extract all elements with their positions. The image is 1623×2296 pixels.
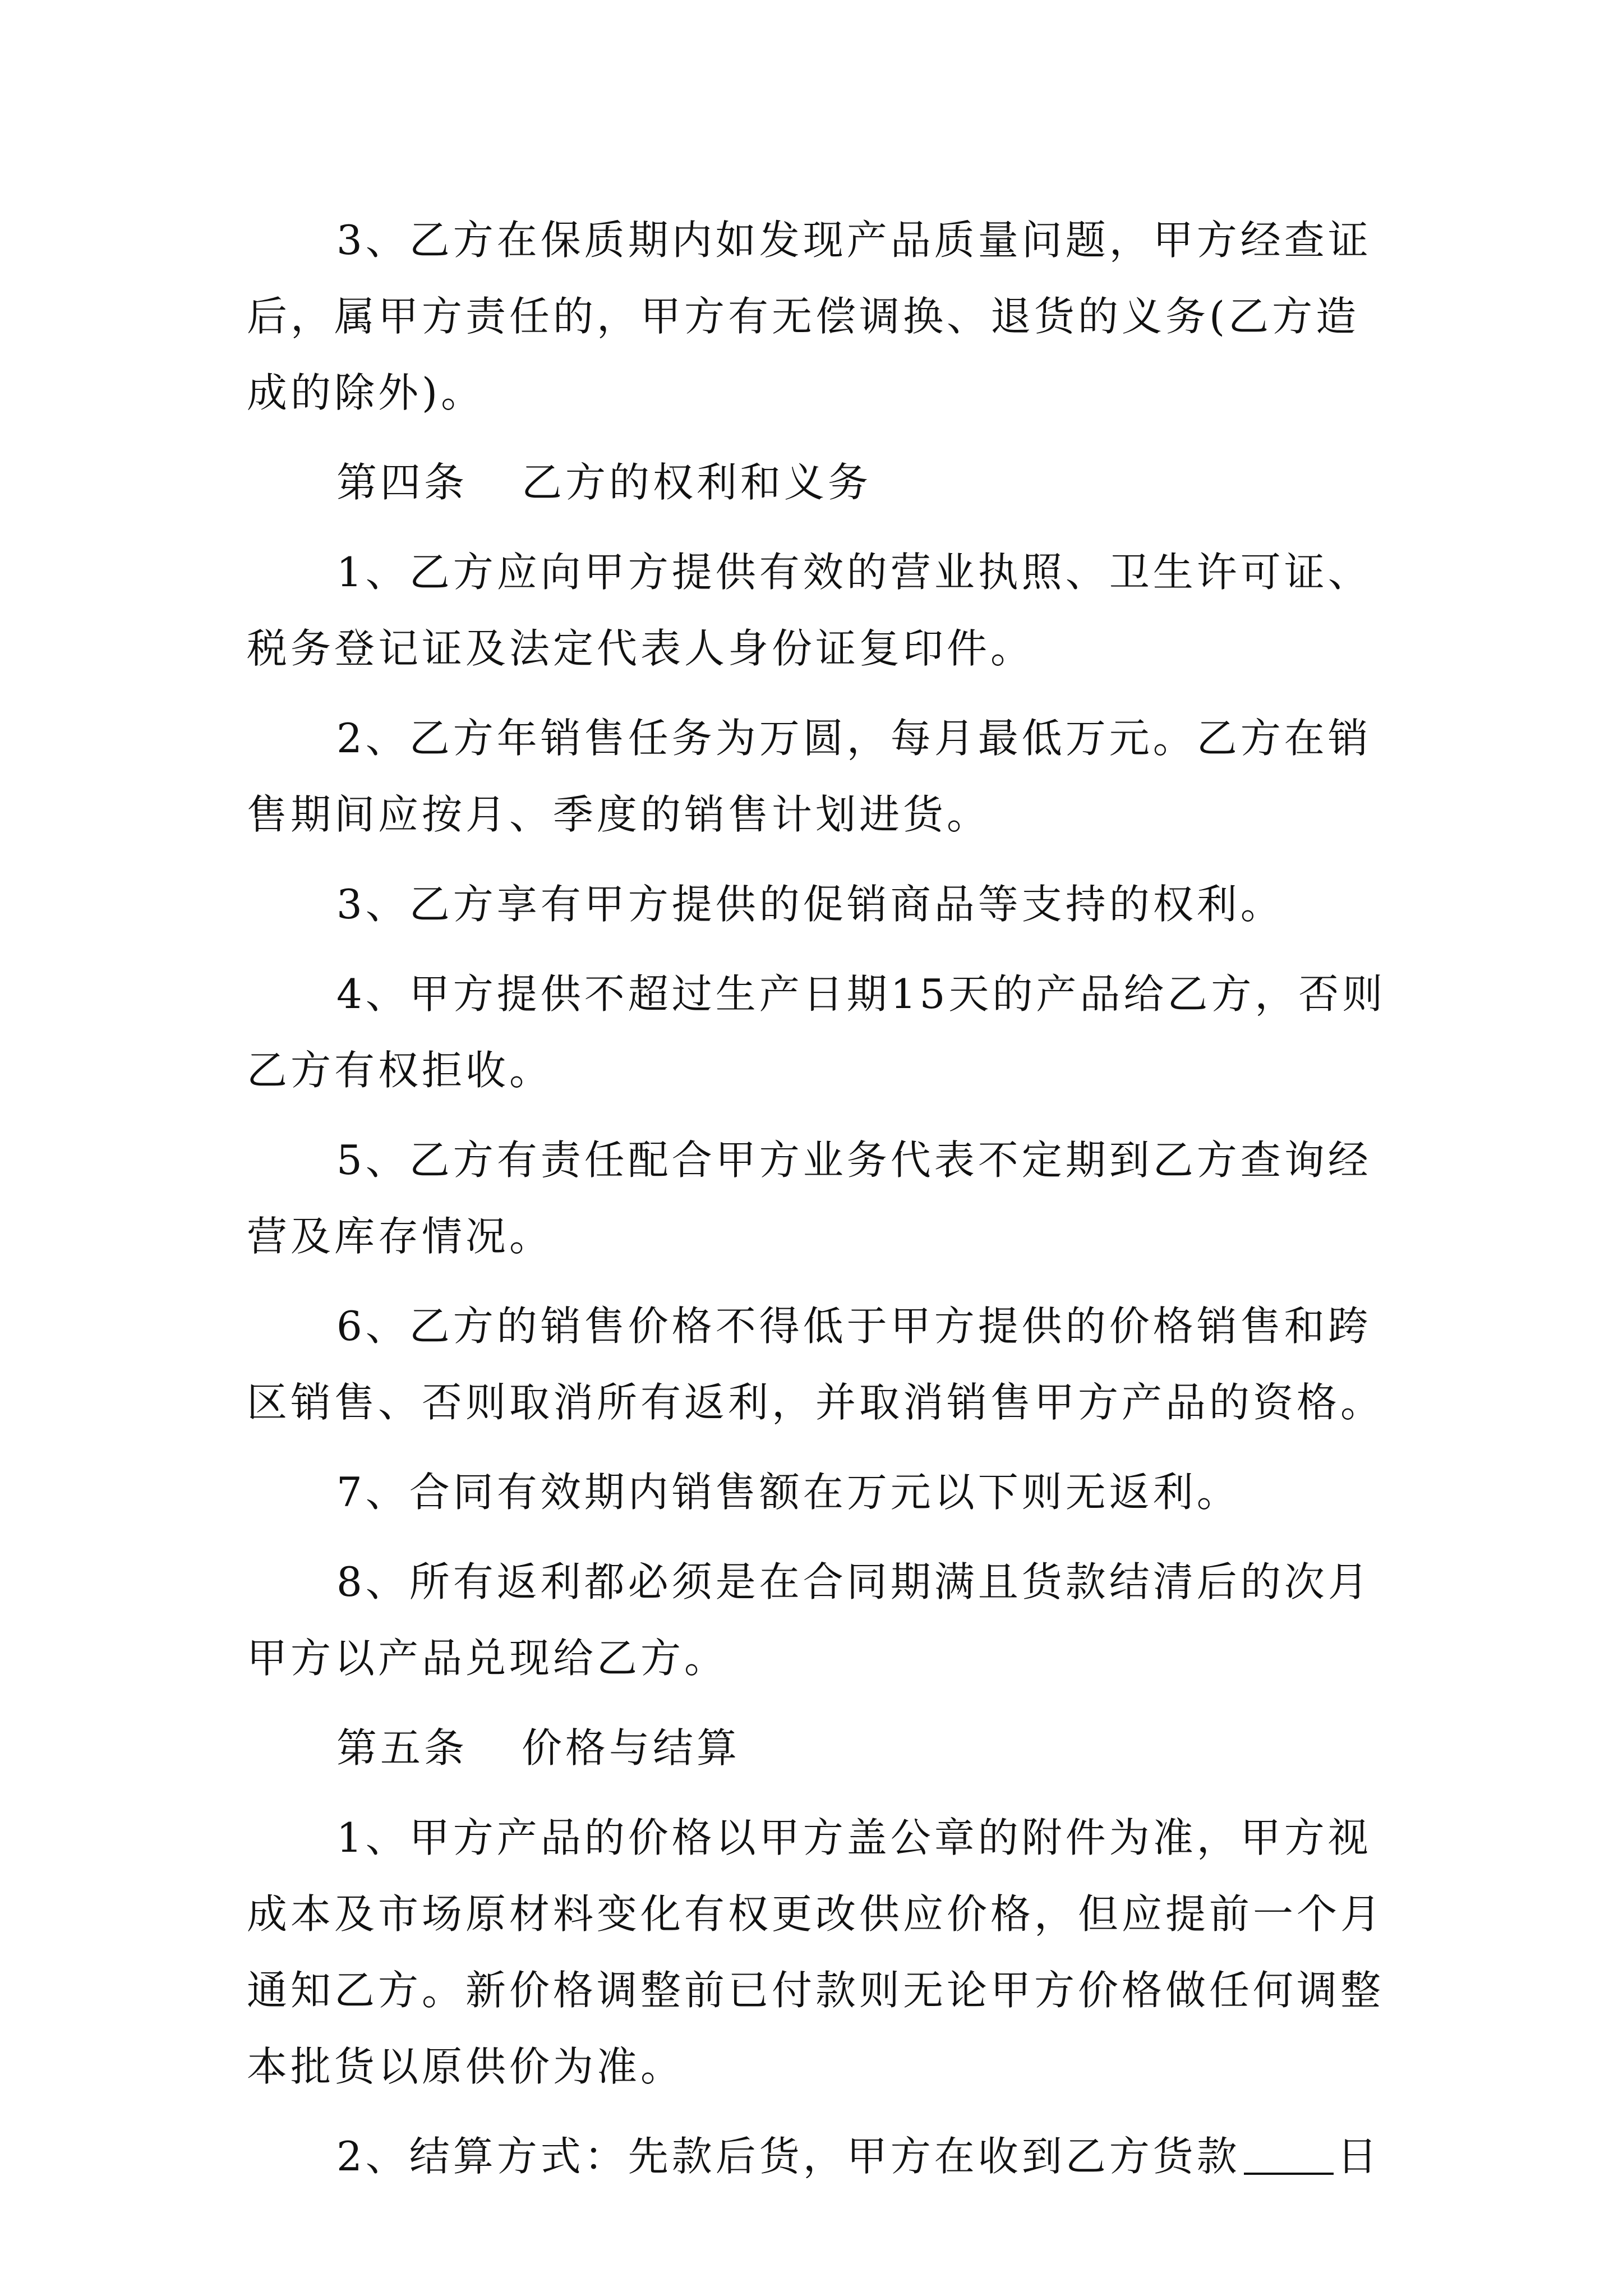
clause-line: 税务登记证及法定代表人身份证复印件。 [247, 625, 1035, 672]
clause-line: 5、乙方有责任配合甲方业务代表不定期到乙方查询经 [336, 1137, 1372, 1184]
clause-line: 成本及市场原材料变化有权更改供应价格，但应提前一个月 [247, 1890, 1385, 1938]
clause-4-8 [247, 1544, 1380, 1696]
clause-line: 通知乙方。新价格调整前已付款则无论甲方价格做任何调整 [247, 1967, 1385, 2014]
clause-line: 营及库存情况。 [247, 1213, 554, 1260]
clause-line: 6、乙方的销售价格不得低于甲方提供的价格销售和跨 [336, 1303, 1372, 1350]
clause-4-7 [247, 1454, 1380, 1530]
clause-line: 1、甲方产品的价格以甲方盖公章的附件为准，甲方视 [336, 1814, 1372, 1861]
clause-4-5 [247, 1122, 1380, 1274]
clause-5-1 [247, 1800, 1385, 2105]
article-number: 第四条 [336, 459, 468, 506]
clause-3-warranty [247, 202, 1380, 431]
clause-4-1 [247, 534, 1380, 687]
clause-text-after-blank: 日 [1336, 2133, 1381, 2180]
clause-5-2 [247, 2118, 1380, 2194]
clause-line: 区销售、否则取消所有返利，并取消销售甲方产品的资格。 [247, 1379, 1385, 1426]
clause-line: 甲方以产品兑现给乙方。 [247, 1635, 728, 1682]
article-number: 第五条 [336, 1724, 468, 1772]
article-title: 乙方的权利和义务 [522, 459, 872, 506]
article-4-heading [247, 444, 1380, 521]
clause-4-4 [247, 956, 1386, 1108]
clause-line: 1、乙方应向甲方提供有效的营业执照、卫生许可证、 [336, 549, 1372, 596]
contract-page [247, 202, 1386, 2208]
clause-line: 7、合同有效期内销售额在万元以下则无返利。 [336, 1469, 1241, 1516]
clause-line: 本批货以原供价为准。 [247, 2043, 685, 2090]
clause-4-3 [247, 866, 1380, 942]
clause-line: 4、甲方提供不超过生产日期15天的产品给乙方，否则 [336, 970, 1386, 1018]
clause-4-6 [247, 1288, 1385, 1441]
article-5-heading [247, 1710, 1380, 1786]
clause-line: 乙方有权拒收。 [247, 1047, 554, 1094]
clause-line: 3、乙方在保质期内如发现产品质量问题，甲方经查证 [336, 217, 1372, 264]
clause-line: 8、所有返利都必须是在合同期满且货款结清后的次月 [336, 1558, 1372, 1605]
clause-line: 2、乙方年销售任务为万圆，每月最低万元。乙方在销 [336, 715, 1372, 762]
clause-line: 后，属甲方责任的，甲方有无偿调换、退货的义务(乙方造 [247, 293, 1360, 340]
article-title: 价格与结算 [522, 1724, 741, 1772]
clause-line: 3、乙方享有甲方提供的促销商品等支持的权利。 [336, 881, 1284, 928]
clause-text-before-blank: 2、结算方式：先款后货，甲方在收到乙方货款 [336, 2133, 1241, 2180]
fill-in-blank [1244, 2132, 1334, 2175]
clause-line: 成的除外)。 [247, 369, 485, 416]
clause-line: 售期间应按月、季度的销售计划进货。 [247, 791, 991, 838]
clause-4-2 [247, 700, 1380, 853]
